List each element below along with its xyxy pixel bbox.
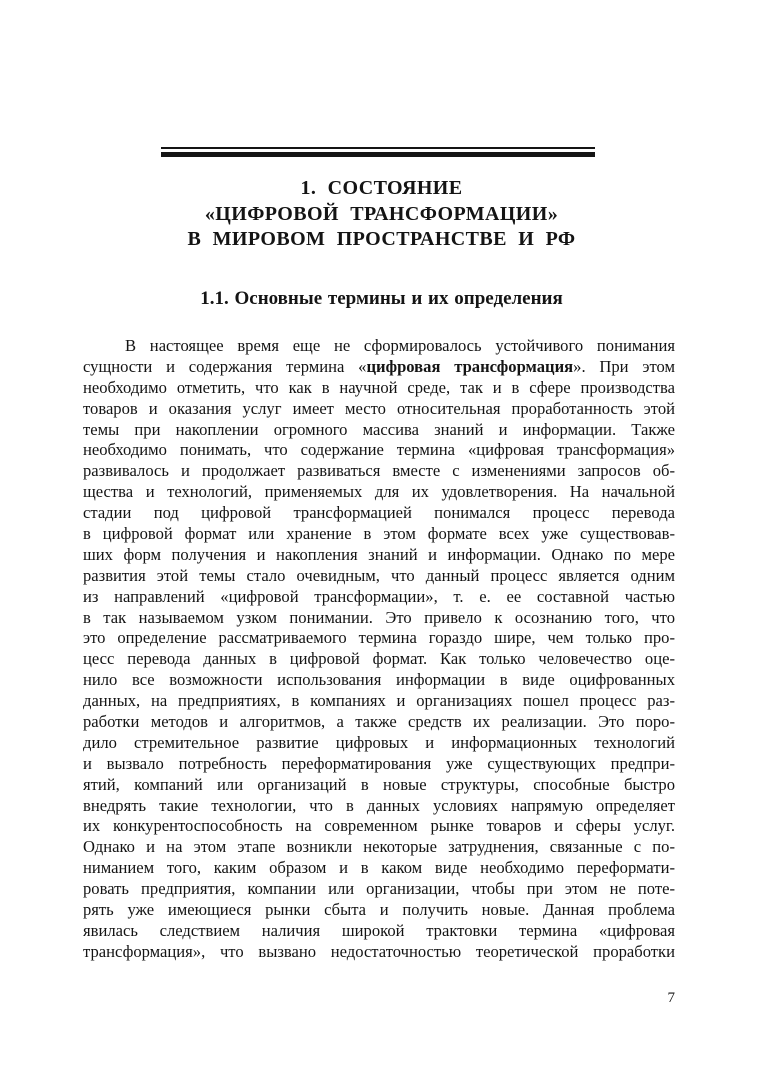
text-line: развивалось и продолжает развиваться вместе с изменениями запросов об- (83, 461, 675, 481)
page-number: 7 (667, 990, 675, 1006)
chapter-title (0, 176, 763, 253)
text-line: данных, на предприятиях, в компаниях и организациях пошел процесс раз- (83, 691, 675, 711)
text-line: В настоящее время еще не сформировалось устойчивого понимания (125, 336, 675, 355)
text-line: необходимо понимать, что содержание термина «цифровая трансформация» (83, 440, 675, 460)
text-line: работки методов и алгоритмов, а также средств их реализации. Это поро- (83, 712, 675, 732)
text-line: щества и технологий, применяемых для их удовлетворения. На начальной (83, 482, 675, 502)
text-line: развития этой темы стало очевидным, что данный процесс является одним (83, 565, 675, 585)
text-line: сущности и содержания термина «цифровая трансформация». При этом (83, 356, 675, 376)
text-line: в так называемом узком понимании. Это привело к осознанию того, что (83, 607, 675, 627)
chapter-title-line-2: «ЦИФРОВОЙ ТРАНСФОРМАЦИИ» (204, 202, 559, 225)
text-line: необходимо отметить, что как в научной среде, так и в сфере производства (83, 377, 675, 397)
text-line: Однако и на этом этапе возникли некоторые затруднения, связанные с по- (83, 837, 675, 857)
text-line: ших форм получения и накопления знаний и информации. Однако по мере (83, 544, 675, 564)
body-text (83, 336, 675, 963)
text-line: ровать предприятия, компании или организации, чтобы при этом не поте- (83, 879, 675, 899)
text-line: рять уже имеющиеся рынки сбыта и получить новые. Данная проблема (83, 900, 675, 920)
text-line: в цифровой формат или хранение в этом формате всех уже существовав- (83, 524, 675, 544)
text-line: цесс перевода данных в цифровой формат. Как только человечество оце- (83, 649, 675, 669)
chapter-divider-rule (161, 147, 595, 157)
text-line: явилась следствием наличия широкой трактовки термина «цифровая (83, 920, 675, 940)
text-line: дило стремительное развитие цифровых и информационных технологий (83, 732, 675, 752)
chapter-title-line-3: В МИРОВОМ ПРОСТРАНСТВЕ И РФ (187, 228, 576, 250)
text-line: товаров и оказания услуг имеет место относительная проработанность этой (83, 398, 675, 418)
text-line: трансформация», что вызвано недостаточностью теоретической проработки (83, 941, 675, 961)
text-line: это определение рассматриваемого термина гораздо шире, чем только про- (83, 628, 675, 648)
text-line: ятий, компаний или организаций в новые структуры, способные быстро (83, 774, 675, 794)
text-line: их конкурентоспособность на современном рынке товаров и сферы услуг. (83, 816, 675, 836)
text-line: внедрять такие технологии, что в данных условиях напрямую определяет (83, 795, 675, 815)
chapter-title-line-1: 1. СОСТОЯНИЕ (300, 177, 463, 199)
text-line: темы при накоплении огромного массива знаний и информации. Также (83, 419, 675, 439)
text-line: из направлений «цифровой трансформации», т. е. ее составной частью (83, 586, 675, 606)
section-title: 1.1. Основные термины и их определения (200, 288, 563, 309)
text-line: и вызвало потребность переформатирования уже существующих предпри- (83, 753, 675, 773)
text-line: нило все возможности использования информации в виде оцифрованных (83, 670, 675, 690)
text-line: стадии под цифровой трансформацией понимался процесс перевода (83, 503, 675, 523)
text-line: ниманием того, каким образом и в каком виде необходимо переформати- (83, 858, 675, 878)
